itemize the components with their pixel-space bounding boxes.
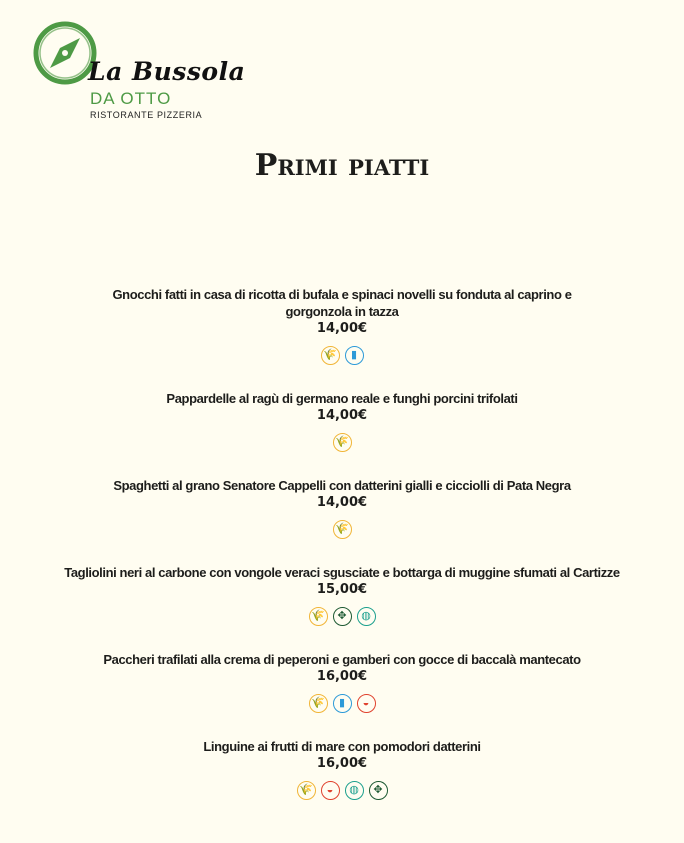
menu-item [62,651,622,713]
dish-name: Tagliolini neri al carbone con vongole veraci sgusciate e bottarga di muggine sfumati al Cartizze [64,565,620,580]
page-title: Primi piatti [254,148,430,183]
milk-allergen-icon: ▮ [345,346,364,365]
dish-price: 14,00€ [316,408,368,423]
dish-name: Linguine ai frutti di mare con pomodori datterini [203,739,481,754]
menu-item [62,564,622,626]
menu-item [62,286,622,365]
dish-name: Pappardelle al ragù di germano reale e funghi porcini trifolati [166,391,518,406]
allergen-icons [62,433,622,452]
allergen-icons [62,520,622,539]
gluten-allergen-icon: 🌾 [333,520,352,539]
celery-allergen-icon: ✥ [369,781,388,800]
molluscs-allergen-icon: ◍ [357,607,376,626]
dish-name: Gnocchi fatti in casa di ricotta di bufala e spinaci novelli su fonduta al caprino e gorgonzola in tazza [112,287,572,319]
gluten-allergen-icon: 🌾 [333,433,352,452]
dish-price: 15,00€ [316,582,368,597]
allergen-icons [62,694,622,713]
dish-price: 14,00€ [316,321,368,336]
milk-allergen-icon: ▮ [333,694,352,713]
gluten-allergen-icon: 🌾 [321,346,340,365]
allergen-icons [62,781,622,800]
crustaceans-allergen-icon: ◒ [321,781,340,800]
dish-name: Paccheri trafilati alla crema di peperoni e gamberi con gocce di baccalà mantecato [103,652,581,667]
molluscs-allergen-icon: ◍ [345,781,364,800]
gluten-allergen-icon: 🌾 [309,607,328,626]
gluten-allergen-icon: 🌾 [309,694,328,713]
dish-price: 16,00€ [316,756,368,771]
allergen-icons [62,346,622,365]
menu-item [62,738,622,800]
allergen-icons [62,607,622,626]
menu-item [62,390,622,452]
logo-tagline: RISTORANTE PIZZERIA [90,110,203,120]
logo-name: La Bussola [88,57,246,86]
logo-subtitle: DA OTTO [90,89,172,108]
dish-price: 16,00€ [316,669,368,684]
celery-allergen-icon: ✥ [333,607,352,626]
dish-price: 14,00€ [316,495,368,510]
dish-name: Spaghetti al grano Senatore Cappelli con datterini gialli e cicciolli di Pata Negra [113,478,571,493]
gluten-allergen-icon: 🌾 [297,781,316,800]
restaurant-logo[interactable] [30,18,246,128]
menu-list [62,286,622,825]
crustaceans-allergen-icon: ◒ [357,694,376,713]
menu-item [62,477,622,539]
